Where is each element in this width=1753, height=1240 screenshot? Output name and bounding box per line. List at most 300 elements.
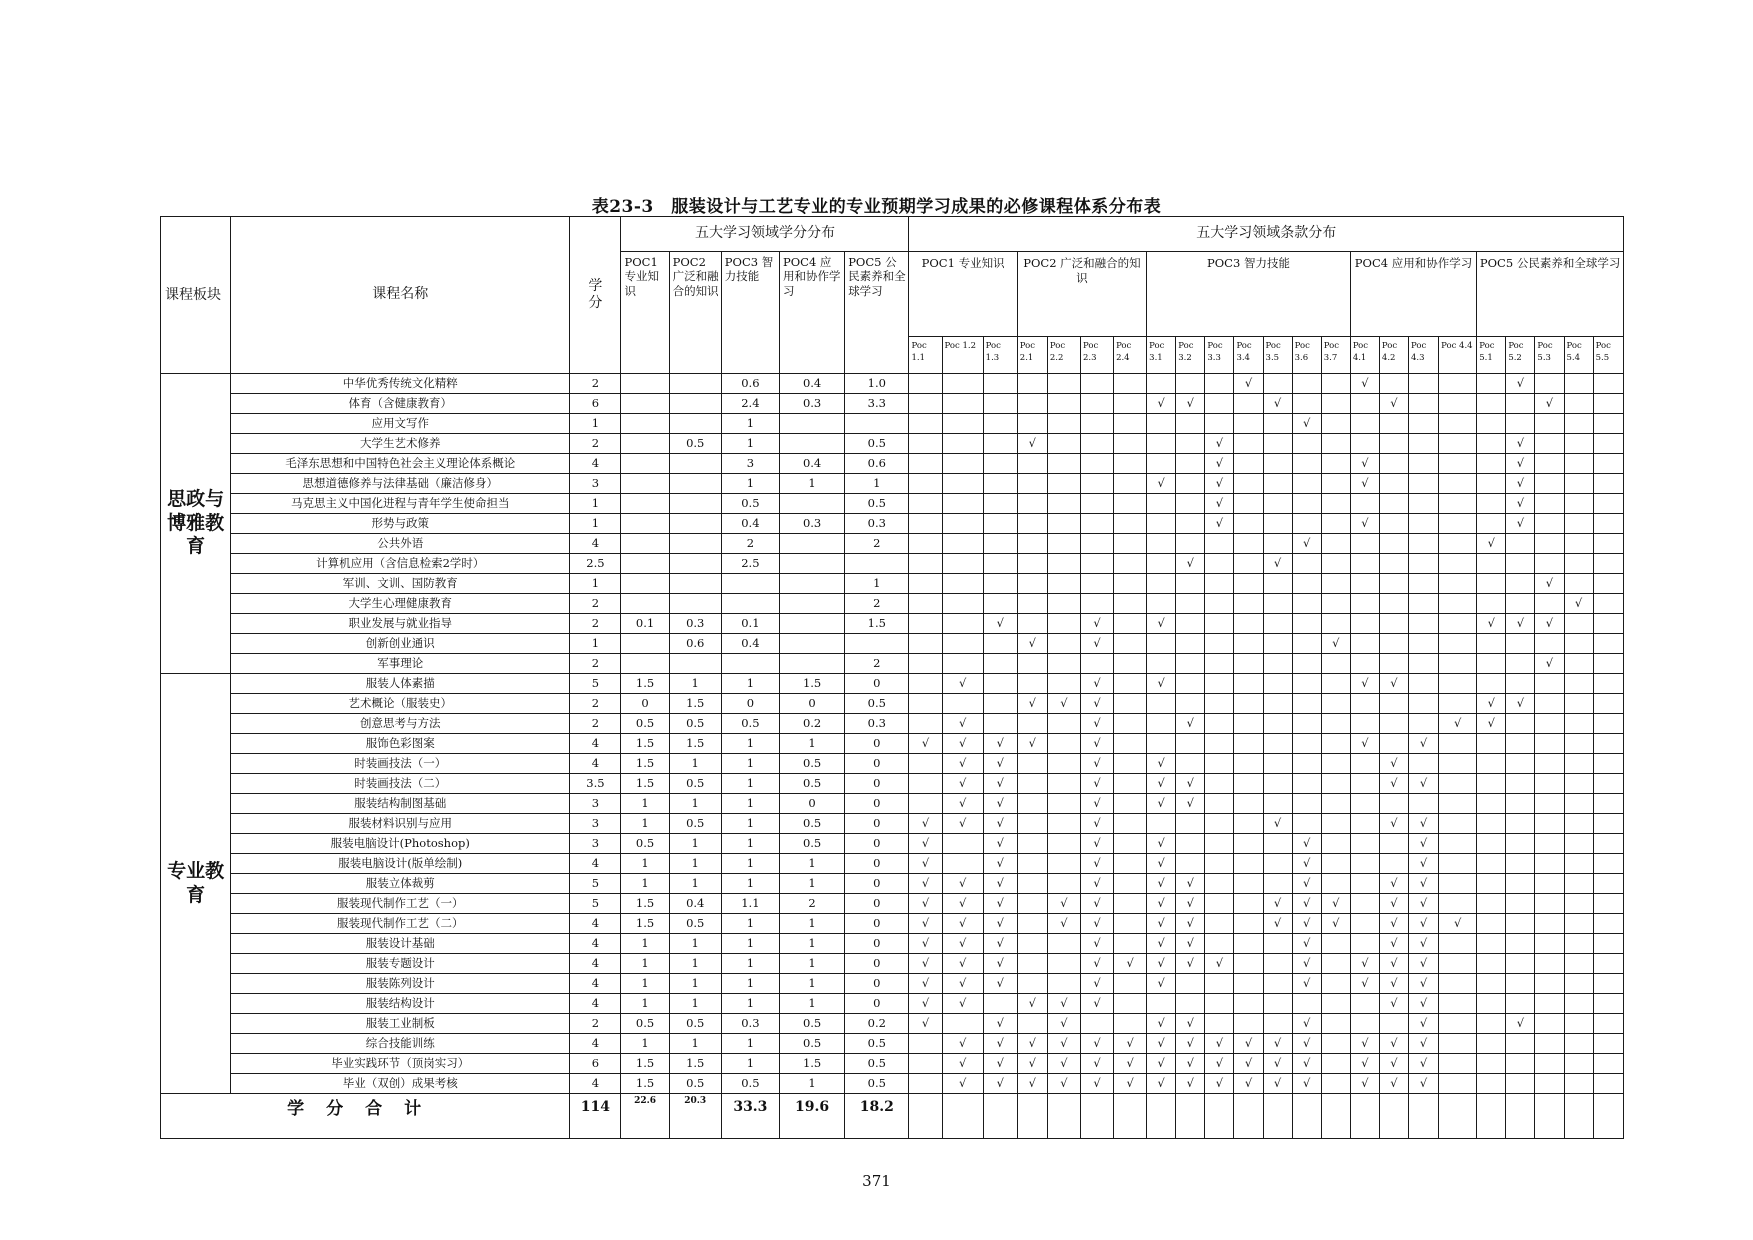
clause-check-cell xyxy=(1477,1054,1506,1074)
check-mark: √ xyxy=(1506,434,1535,454)
course-credit: 4 xyxy=(570,454,621,474)
total-empty-cell xyxy=(1535,1094,1564,1139)
clause-check-cell xyxy=(1564,374,1593,394)
clause-check-cell xyxy=(1114,794,1147,814)
clause-check-cell xyxy=(1593,714,1623,734)
total-empty-cell xyxy=(983,1094,1017,1139)
clause-check-cell xyxy=(942,834,983,854)
poc-credit-value: 1 xyxy=(721,814,779,834)
clause-check-cell xyxy=(1564,774,1593,794)
clause-check-cell xyxy=(1439,854,1477,874)
check-mark: √ xyxy=(1205,454,1234,474)
clause-check-cell xyxy=(1506,794,1535,814)
clause-check-cell xyxy=(1535,854,1564,874)
check-mark: √ xyxy=(1535,614,1564,634)
course-name: 服装结构设计 xyxy=(231,994,570,1014)
clause-check-cell xyxy=(1409,614,1439,634)
clause-check-cell xyxy=(1176,374,1205,394)
clause-check-cell xyxy=(1564,734,1593,754)
clause-check-cell xyxy=(1593,954,1623,974)
clause-check-cell xyxy=(1176,474,1205,494)
clause-check-cell xyxy=(942,494,983,514)
clause-check-cell xyxy=(1350,834,1379,854)
check-mark: √ xyxy=(1292,954,1321,974)
clause-check-cell xyxy=(1535,454,1564,474)
clause-check-cell xyxy=(1593,534,1623,554)
clause-check-cell xyxy=(1564,1014,1593,1034)
clause-check-cell xyxy=(1564,934,1593,954)
clause-check-cell xyxy=(1439,874,1477,894)
clause-check-cell xyxy=(1234,994,1263,1014)
poc-credit-value: 0.5 xyxy=(779,754,844,774)
clause-check-cell xyxy=(1017,514,1047,534)
check-mark: √ xyxy=(1114,954,1147,974)
clause-check-cell xyxy=(1263,654,1292,674)
clause-check-cell xyxy=(1506,774,1535,794)
clause-check-cell xyxy=(1593,734,1623,754)
clause-check-cell xyxy=(1017,654,1047,674)
clause-check-cell xyxy=(1506,734,1535,754)
course-row xyxy=(161,494,1624,514)
clause-check-cell xyxy=(1263,534,1292,554)
clause-check-cell xyxy=(1176,594,1205,614)
clause-check-cell xyxy=(1047,674,1080,694)
clause-check-cell xyxy=(1017,834,1047,854)
clause-check-cell xyxy=(1205,814,1234,834)
poc-credit-value: 1 xyxy=(721,914,779,934)
clause-check-cell xyxy=(942,394,983,414)
clause-check-cell xyxy=(1506,654,1535,674)
total-empty-cell xyxy=(1080,1094,1113,1139)
poc-credit-value xyxy=(621,654,669,674)
check-mark: √ xyxy=(1080,714,1113,734)
poc-credit-value: 0.1 xyxy=(721,614,779,634)
check-mark: √ xyxy=(1080,874,1113,894)
course-row xyxy=(161,774,1624,794)
clause-check-cell xyxy=(1593,1014,1623,1034)
poc-credit-value: 1 xyxy=(721,414,779,434)
check-mark: √ xyxy=(1176,1074,1205,1094)
course-credit: 1 xyxy=(570,514,621,534)
clause-check-cell xyxy=(1047,634,1080,654)
check-mark: √ xyxy=(1379,994,1408,1014)
course-name: 服装人体素描 xyxy=(231,674,570,694)
clause-check-cell xyxy=(983,674,1017,694)
clause-check-cell xyxy=(1114,374,1147,394)
clause-check-cell xyxy=(1147,414,1176,434)
clause-check-cell xyxy=(1535,1014,1564,1034)
poc-credit-value: 1 xyxy=(669,1034,721,1054)
clause-check-cell xyxy=(1234,974,1263,994)
clause-check-cell xyxy=(1292,514,1321,534)
course-name: 服装陈列设计 xyxy=(231,974,570,994)
poc-credit-value: 1 xyxy=(779,1074,844,1094)
check-mark: √ xyxy=(942,1034,983,1054)
poc-credit-value: 1.5 xyxy=(669,1054,721,1074)
clause-check-cell xyxy=(1564,514,1593,534)
clause-check-cell xyxy=(1439,474,1477,494)
clause-check-cell xyxy=(1439,1014,1477,1034)
poc-credit-value: 1.5 xyxy=(621,894,669,914)
clause-check-cell xyxy=(1564,494,1593,514)
clause-check-cell xyxy=(1292,394,1321,414)
clause-check-cell xyxy=(1047,614,1080,634)
poc-credit-value: 0.5 xyxy=(621,834,669,854)
course-credit: 2 xyxy=(570,714,621,734)
clause-check-cell xyxy=(1321,854,1350,874)
check-mark: √ xyxy=(1234,1054,1263,1074)
course-credit: 4 xyxy=(570,994,621,1014)
clause-check-cell xyxy=(1593,814,1623,834)
check-mark: √ xyxy=(983,934,1017,954)
poc-credit-value: 1 xyxy=(621,854,669,874)
clause-check-cell xyxy=(1114,454,1147,474)
clause-check-cell xyxy=(1114,874,1147,894)
clause-check-cell xyxy=(1321,714,1350,734)
check-mark: √ xyxy=(1379,774,1408,794)
clause-check-cell xyxy=(1114,894,1147,914)
clause-check-cell xyxy=(1593,914,1623,934)
check-mark: √ xyxy=(1564,594,1593,614)
check-mark: √ xyxy=(1080,734,1113,754)
check-mark: √ xyxy=(983,814,1017,834)
course-name: 毕业（双创）成果考核 xyxy=(231,1074,570,1094)
clause-check-cell xyxy=(1176,674,1205,694)
check-mark: √ xyxy=(1439,714,1477,734)
clause-check-cell xyxy=(1593,894,1623,914)
clause-check-cell xyxy=(1409,414,1439,434)
check-mark: √ xyxy=(909,954,942,974)
course-credit: 4 xyxy=(570,1034,621,1054)
poc-credit-value xyxy=(845,634,909,654)
clause-check-cell xyxy=(1047,554,1080,574)
page-number: 371 xyxy=(862,1172,891,1190)
check-mark: √ xyxy=(1409,954,1439,974)
curriculum-distribution-table xyxy=(160,216,1624,1139)
check-mark: √ xyxy=(983,854,1017,874)
total-empty-cell xyxy=(1593,1094,1623,1139)
poc-credit-value: 0 xyxy=(721,694,779,714)
check-mark: √ xyxy=(1379,914,1408,934)
poc-credit-value xyxy=(669,454,721,474)
check-mark: √ xyxy=(983,754,1017,774)
poc-credit-value: 0.5 xyxy=(669,914,721,934)
course-credit: 4 xyxy=(570,934,621,954)
clause-check-cell xyxy=(1477,1014,1506,1034)
course-name: 大学生心理健康教育 xyxy=(231,594,570,614)
clause-check-cell xyxy=(1234,554,1263,574)
clause-check-cell xyxy=(1535,674,1564,694)
clause-check-cell xyxy=(1147,654,1176,674)
check-mark: √ xyxy=(1017,634,1047,654)
course-row xyxy=(161,734,1624,754)
clause-check-cell xyxy=(1321,754,1350,774)
check-mark: √ xyxy=(1350,1054,1379,1074)
clause-check-cell xyxy=(1234,634,1263,654)
clause-check-cell xyxy=(1147,454,1176,474)
course-name: 时装画技法（二） xyxy=(231,774,570,794)
clause-check-cell xyxy=(1017,894,1047,914)
clause-check-cell xyxy=(1047,434,1080,454)
poc-credit-value: 1 xyxy=(669,754,721,774)
clause-check-cell xyxy=(1350,754,1379,774)
clause-check-cell xyxy=(1017,454,1047,474)
poc-credit-value xyxy=(669,594,721,614)
clause-check-cell xyxy=(909,374,942,394)
clause-check-cell xyxy=(1439,834,1477,854)
check-mark: √ xyxy=(909,854,942,874)
clause-check-cell xyxy=(1080,574,1113,594)
course-row xyxy=(161,854,1624,874)
clause-check-cell xyxy=(1477,1034,1506,1054)
check-mark: √ xyxy=(942,974,983,994)
course-name: 体育（含健康教育） xyxy=(231,394,570,414)
clause-check-cell xyxy=(1114,494,1147,514)
credit-header: 学分 xyxy=(570,217,621,374)
check-mark: √ xyxy=(983,1074,1017,1094)
clause-check-cell xyxy=(1477,814,1506,834)
total-empty-cell xyxy=(1564,1094,1593,1139)
sub-item-header: Poc 2.1 xyxy=(1017,337,1047,374)
clause-check-cell xyxy=(1564,474,1593,494)
total-empty-cell xyxy=(1506,1094,1535,1139)
check-mark: √ xyxy=(1506,1014,1535,1034)
poc-credit-value xyxy=(669,514,721,534)
poc-credit-value: 0 xyxy=(845,734,909,754)
clause-check-cell xyxy=(1379,434,1408,454)
sub-item-header: Poc 5.3 xyxy=(1535,337,1564,374)
clause-check-cell xyxy=(1047,454,1080,474)
clause-check-cell xyxy=(909,474,942,494)
sub-item-header: Poc 2.3 xyxy=(1080,337,1113,374)
clause-check-cell xyxy=(1477,874,1506,894)
clause-check-cell xyxy=(983,994,1017,1014)
course-row xyxy=(161,974,1624,994)
clause-check-cell xyxy=(1477,994,1506,1014)
clause-check-cell xyxy=(1477,834,1506,854)
course-credit: 3.5 xyxy=(570,774,621,794)
clause-check-cell xyxy=(1439,1074,1477,1094)
clause-check-cell xyxy=(1350,554,1379,574)
check-mark: √ xyxy=(1350,954,1379,974)
clause-check-cell xyxy=(1535,434,1564,454)
check-mark: √ xyxy=(1506,494,1535,514)
course-row xyxy=(161,874,1624,894)
poc-credit-value: 0.3 xyxy=(779,394,844,414)
check-mark: √ xyxy=(1321,914,1350,934)
clause-check-cell xyxy=(1147,634,1176,654)
clause-check-cell xyxy=(1263,694,1292,714)
poc-credit-value: 1 xyxy=(621,974,669,994)
course-header: 课程名称 xyxy=(231,217,570,374)
course-row xyxy=(161,674,1624,694)
clause-check-cell xyxy=(1350,534,1379,554)
clause-check-cell xyxy=(1321,974,1350,994)
check-mark: √ xyxy=(1292,834,1321,854)
clause-check-cell xyxy=(1593,394,1623,414)
clause-check-cell xyxy=(1017,374,1047,394)
clause-check-cell xyxy=(1477,514,1506,534)
check-mark: √ xyxy=(942,674,983,694)
clause-distribution-header: 五大学习领域条款分布 xyxy=(909,217,1624,252)
clause-check-cell xyxy=(1409,514,1439,534)
clause-check-cell xyxy=(1263,514,1292,534)
clause-check-cell xyxy=(1506,554,1535,574)
check-mark: √ xyxy=(1409,854,1439,874)
check-mark: √ xyxy=(1263,1074,1292,1094)
course-name: 服装工业制板 xyxy=(231,1014,570,1034)
course-row xyxy=(161,934,1624,954)
clause-check-cell xyxy=(1176,514,1205,534)
clause-check-cell xyxy=(1017,974,1047,994)
clause-check-cell xyxy=(1321,1034,1350,1054)
poc-credit-value: 0.5 xyxy=(845,1074,909,1094)
check-mark: √ xyxy=(1147,834,1176,854)
clause-check-cell xyxy=(983,534,1017,554)
clause-check-cell xyxy=(1439,614,1477,634)
clause-check-cell xyxy=(1379,834,1408,854)
check-mark: √ xyxy=(1263,1054,1292,1074)
poc-credit-value: 0 xyxy=(845,754,909,774)
clause-check-cell xyxy=(1017,914,1047,934)
clause-check-cell xyxy=(1535,774,1564,794)
clause-check-cell xyxy=(1409,714,1439,734)
check-mark: √ xyxy=(1176,894,1205,914)
clause-check-cell xyxy=(1205,574,1234,594)
poc-credit-value: 0.3 xyxy=(721,1014,779,1034)
poc-credit-value: 2 xyxy=(845,594,909,614)
clause-check-cell xyxy=(1321,434,1350,454)
clause-check-cell xyxy=(1147,694,1176,714)
clause-check-cell xyxy=(1017,1014,1047,1034)
course-row xyxy=(161,654,1624,674)
check-mark: √ xyxy=(1409,994,1439,1014)
poc-credit-value: 0.5 xyxy=(721,1074,779,1094)
check-mark: √ xyxy=(1350,374,1379,394)
clause-check-cell xyxy=(1593,574,1623,594)
total-empty-cell xyxy=(1263,1094,1292,1139)
clause-check-cell xyxy=(1477,894,1506,914)
clause-check-cell xyxy=(1205,734,1234,754)
clause-check-cell xyxy=(1047,754,1080,774)
clause-check-cell xyxy=(909,614,942,634)
total-poc-credit: 22.6 xyxy=(621,1094,669,1139)
clause-check-cell xyxy=(1234,934,1263,954)
check-mark: √ xyxy=(1477,534,1506,554)
clause-check-cell xyxy=(1506,834,1535,854)
poc-credit-value: 0.2 xyxy=(779,714,844,734)
clause-check-cell xyxy=(1205,374,1234,394)
clause-check-cell xyxy=(1263,474,1292,494)
clause-check-cell xyxy=(983,714,1017,734)
clause-check-cell xyxy=(1321,454,1350,474)
clause-check-cell xyxy=(1535,1054,1564,1074)
poc-credit-value xyxy=(669,394,721,414)
clause-check-cell xyxy=(1047,394,1080,414)
course-credit: 5 xyxy=(570,874,621,894)
clause-check-cell xyxy=(983,554,1017,574)
poc-credit-value: 0.4 xyxy=(779,374,844,394)
clause-check-cell xyxy=(1506,574,1535,594)
clause-check-cell xyxy=(983,694,1017,714)
poc-credit-value xyxy=(779,614,844,634)
clause-check-cell xyxy=(1593,634,1623,654)
clause-check-cell xyxy=(1593,854,1623,874)
course-row xyxy=(161,434,1624,454)
check-mark: √ xyxy=(1350,674,1379,694)
course-credit: 2 xyxy=(570,694,621,714)
clause-check-cell xyxy=(1114,774,1147,794)
check-mark: √ xyxy=(983,834,1017,854)
check-mark: √ xyxy=(1409,1054,1439,1074)
clause-check-cell xyxy=(909,414,942,434)
clause-check-cell xyxy=(1205,714,1234,734)
clause-check-cell xyxy=(1379,714,1408,734)
clause-check-cell xyxy=(1292,594,1321,614)
clause-check-cell xyxy=(1292,634,1321,654)
clause-check-cell xyxy=(1292,494,1321,514)
clause-check-cell xyxy=(1593,934,1623,954)
check-mark: √ xyxy=(909,734,942,754)
sub-item-header: Poc 5.1 xyxy=(1477,337,1506,374)
check-mark: √ xyxy=(942,894,983,914)
clause-check-cell xyxy=(1535,974,1564,994)
clause-check-cell xyxy=(1234,654,1263,674)
sub-item-header: Poc 5.2 xyxy=(1506,337,1535,374)
clause-check-cell xyxy=(1535,814,1564,834)
course-name: 服装现代制作工艺（一） xyxy=(231,894,570,914)
check-mark: √ xyxy=(1409,814,1439,834)
check-mark: √ xyxy=(1080,794,1113,814)
check-mark: √ xyxy=(1263,554,1292,574)
poc-credit-value: 2 xyxy=(721,534,779,554)
check-mark: √ xyxy=(1147,1074,1176,1094)
check-mark: √ xyxy=(1292,1074,1321,1094)
clause-check-cell xyxy=(1593,594,1623,614)
clause-check-cell xyxy=(1506,894,1535,914)
poc-credit-value: 1 xyxy=(721,974,779,994)
clause-check-cell xyxy=(1477,434,1506,454)
clause-check-cell xyxy=(1439,434,1477,454)
poc-credit-value: 1 xyxy=(779,934,844,954)
clause-check-cell xyxy=(942,594,983,614)
poc-credit-value: 1.5 xyxy=(669,734,721,754)
clause-check-cell xyxy=(1506,634,1535,654)
check-mark: √ xyxy=(1147,474,1176,494)
clause-check-cell xyxy=(1506,674,1535,694)
clause-check-cell xyxy=(1409,594,1439,614)
check-mark: √ xyxy=(1409,974,1439,994)
course-credit: 1 xyxy=(570,634,621,654)
poc-credit-value xyxy=(845,414,909,434)
clause-check-cell xyxy=(1350,694,1379,714)
course-block-label: 思政与博雅教育 xyxy=(161,374,231,674)
clause-check-cell xyxy=(942,554,983,574)
clause-check-cell xyxy=(1535,714,1564,734)
clause-domain-header: POC2 广泛和融合的知识 xyxy=(1017,252,1146,337)
check-mark: √ xyxy=(1114,1074,1147,1094)
check-mark: √ xyxy=(983,1014,1017,1034)
check-mark: √ xyxy=(1147,934,1176,954)
check-mark: √ xyxy=(1147,914,1176,934)
clause-check-cell xyxy=(1409,374,1439,394)
course-row xyxy=(161,994,1624,1014)
clause-check-cell xyxy=(1205,394,1234,414)
clause-check-cell xyxy=(1147,434,1176,454)
poc-credit-value xyxy=(845,554,909,574)
clause-check-cell xyxy=(1114,614,1147,634)
clause-check-cell xyxy=(1114,734,1147,754)
